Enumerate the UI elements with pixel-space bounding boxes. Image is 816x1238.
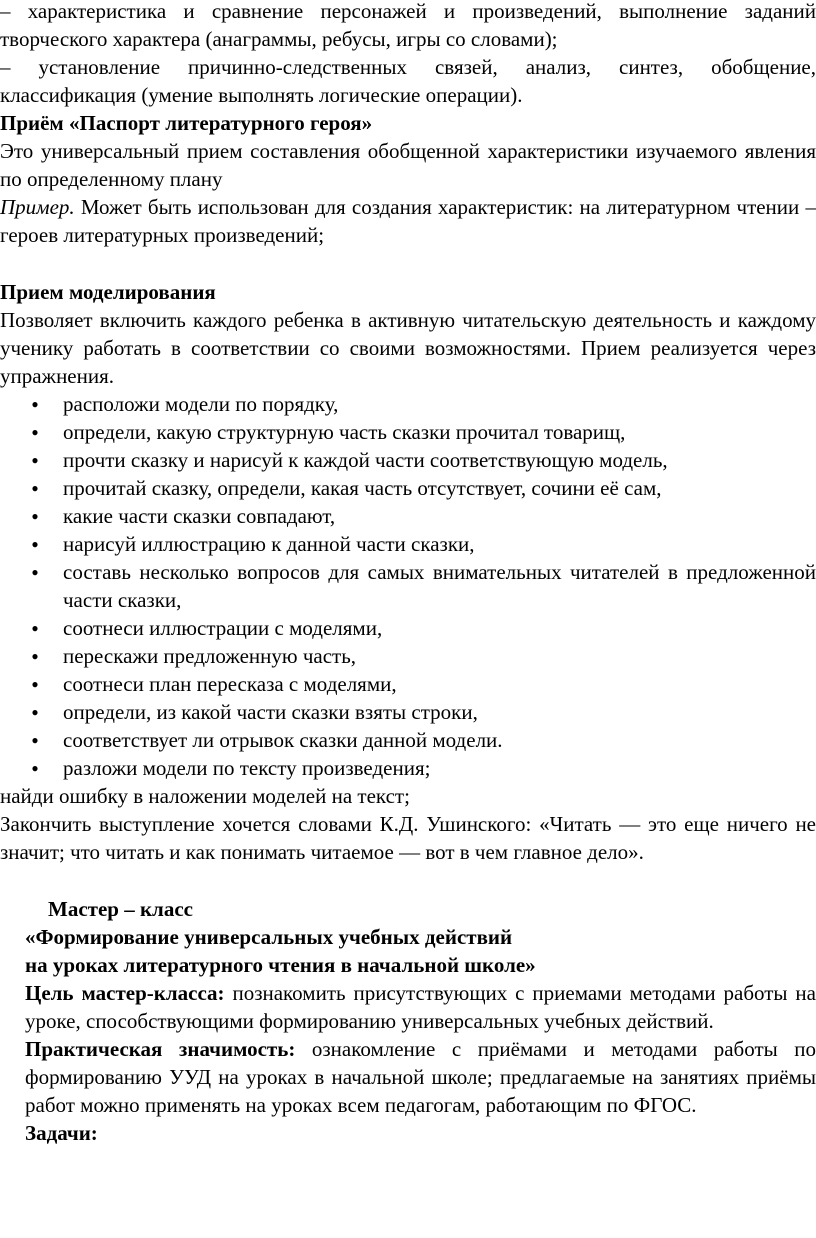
exercise-item-text: нарисуй иллюстрацию к данной части сказки, [63,532,475,556]
conclusion-quote: Закончить выступление хочется словами К.Д. Ушинского: «Читать — это еще ничего не значит; что читать и как понимать читаемое — вот в чем главное дело». [0,812,816,864]
exercise-item [31,614,816,642]
bullet-icon: ● [31,705,39,719]
bullet-icon: ● [31,537,39,551]
bullet-icon: ● [31,621,39,635]
spacer [0,249,816,278]
modeling-text: Позволяет включить каждого ребенка в активную читательскую деятельность и каждому ученику работать в соответствии со своими возможностями. Прием реализуется через упражнения. [0,308,816,388]
bullet-icon: ● [31,565,39,579]
exercise-item-text: расположи модели по порядку, [63,392,339,416]
intro-line-1: – характеристика и сравнение персонажей и произведений, выполнение заданий творческого характера (анаграммы, ребусы, игры со словами); [0,0,816,51]
exercise-item [31,530,816,558]
exercise-item [31,754,816,782]
bullet-icon: ● [31,761,39,775]
exercise-item-text: составь несколько вопросов для самых внимательных читателей в предложенной части сказки, [63,560,816,612]
exercise-list [0,390,816,782]
goal-paragraph [0,979,816,1035]
bullet-icon: ● [31,481,39,495]
exercise-item-text: перескажи предложенную часть, [63,644,357,668]
exercise-item [31,474,816,502]
masterclass-subtitle-line1: «Формирование универсальных учебных действий [25,925,513,949]
bullet-icon: ● [31,733,39,747]
exercise-item [31,642,816,670]
passport-example [0,193,816,249]
exercise-item-text: какие части сказки совпадают, [63,504,336,528]
bullet-icon: ● [31,453,39,467]
masterclass-title: Мастер – класс [48,897,193,921]
bullet-icon: ● [31,425,39,439]
exercise-item-text: соответствует ли отрывок сказки данной модели. [63,728,503,752]
goal-label: Цель мастер-класса: [25,981,225,1005]
example-text: Может быть использован для создания характеристик: на литературном чтении – героев литературных произведений; [0,195,816,247]
exercise-item-text: определи, из какой части сказки взяты строки, [63,700,478,724]
spacer [0,866,816,895]
bullet-icon: ● [31,649,39,663]
tasks-label: Задачи: [25,1121,98,1145]
exercise-item [31,390,816,418]
bullet-icon: ● [31,677,39,691]
exercise-item-text: соотнеси иллюстрации с моделями, [63,616,383,640]
practical-text: ознакомление с приёмами и методами работы по формированию УУД на уроках в начальной школе; предлагаемые на занятиях приёмы работ можно применять на уроках всем педагогам, работающим по ФГОС. [25,1037,816,1117]
exercise-item [31,502,816,530]
exercise-item-text: определи, какую структурную часть сказки прочитал товарищ, [63,420,626,444]
practical-label: Практическая значимость: [25,1037,296,1061]
goal-text: познакомить присутствующих с приемами методами работы на уроке, способствующими формированию универсальных учебных действий. [25,981,816,1033]
exercise-item [31,418,816,446]
intro-line-2: – установление причинно-следственных связей, анализ, синтез, обобщение, классификация (умение выполнять логические операции). [0,55,816,107]
exercise-item [31,726,816,754]
masterclass-subtitle-line2: на уроках литературного чтения в начальной школе» [25,953,536,977]
exercise-item-text: соотнеси план пересказа с моделями, [63,672,397,696]
exercise-item [31,446,816,474]
after-list-text: найди ошибку в наложении моделей на текст; [0,784,410,808]
exercise-item [31,670,816,698]
example-label: Пример. [0,195,75,219]
exercise-item [31,698,816,726]
bullet-icon: ● [31,509,39,523]
exercise-item-text: разложи модели по тексту произведения; [63,756,431,780]
exercise-item-text: прочитай сказку, определи, какая часть отсутствует, сочини её сам, [63,476,662,500]
practical-paragraph [0,1035,816,1119]
passport-text: Это универсальный прием составления обобщенной характеристики изучаемого явления по определенному плану [0,139,816,191]
passport-heading: Приём «Паспорт литературного героя» [0,111,373,135]
bullet-icon: ● [31,397,39,411]
modeling-heading: Прием моделирования [0,280,216,304]
exercise-item-text: прочти сказку и нарисуй к каждой части соответствующую модель, [63,448,668,472]
exercise-item [31,558,816,614]
